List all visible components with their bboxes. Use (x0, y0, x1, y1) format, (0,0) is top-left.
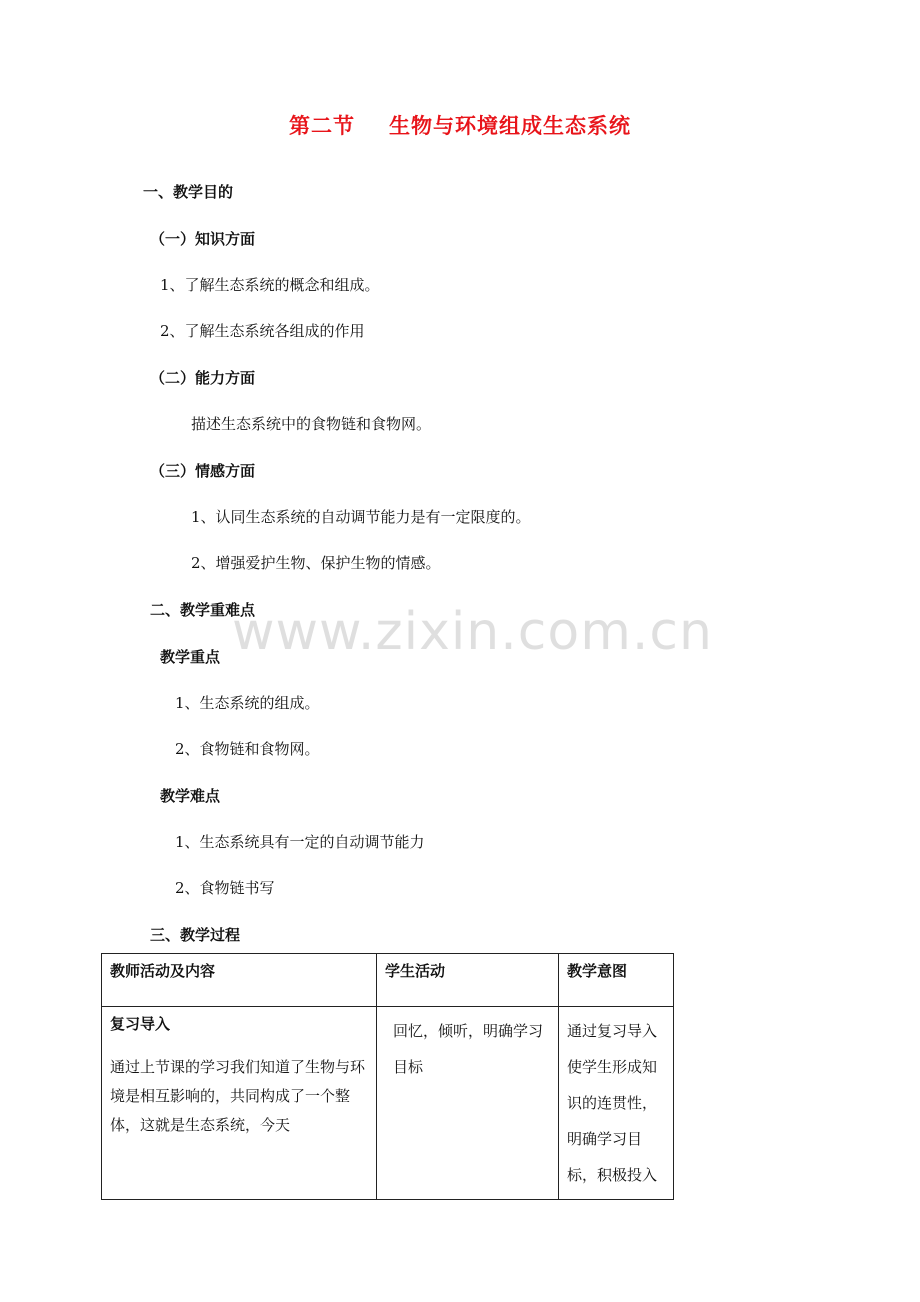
key-point-item: 1、生态系统的组成。 (175, 694, 320, 712)
table-cell-intent (559, 1007, 674, 1200)
header-teacher: 教师活动及内容 (110, 962, 216, 980)
knowledge-heading: （一）知识方面 (150, 230, 256, 248)
table-row (102, 1007, 674, 1200)
emotion-heading: （三）情感方面 (150, 462, 256, 480)
table-header-cell (102, 954, 377, 1007)
key-point-item: 2、食物链和食物网。 (175, 740, 320, 758)
emotion-item: 1、认同生态系统的自动调节能力是有一定限度的。 (191, 508, 531, 526)
table-header-cell (559, 954, 674, 1007)
knowledge-item: 2、了解生态系统各组成的作用 (160, 322, 365, 340)
difficult-point-item: 2、食物链书写 (175, 879, 275, 897)
key-points-heading: 教学重点 (160, 648, 221, 666)
table-header-cell (377, 954, 559, 1007)
table-cell-student (377, 1007, 559, 1200)
section-3-heading: 三、教学过程 (150, 926, 241, 944)
teacher-activity-title: 复习导入 (110, 1015, 171, 1033)
teaching-intent-text: 通过复习导入使学生形成知识的连贯性，明确学习目标，积极投入 (567, 1022, 658, 1184)
table-cell-teacher (102, 1007, 377, 1200)
title-name: 生物与环境组成生态系统 (389, 114, 631, 138)
difficult-points-heading: 教学难点 (160, 787, 221, 805)
watermark: www.zixin.com.cn (232, 602, 713, 662)
section-1-heading: 一、教学目的 (143, 183, 234, 201)
knowledge-item: 1、了解生态系统的概念和组成。 (160, 276, 380, 294)
page-title (0, 110, 920, 140)
ability-text: 描述生态系统中的食物链和食物网。 (191, 415, 432, 433)
ability-heading: （二）能力方面 (150, 369, 256, 387)
student-activity-text: 回忆，倾听，明确学习目标 (393, 1022, 544, 1076)
header-student: 学生活动 (385, 962, 446, 980)
teaching-process-table (101, 953, 674, 1200)
emotion-item: 2、增强爱护生物、保护生物的情感。 (191, 554, 441, 572)
title-section: 第二节 (289, 114, 355, 138)
table-header-row (102, 954, 674, 1007)
teacher-activity-text: 通过上节课的学习我们知道了生物与环境是相互影响的，共同构成了一个整体，这就是生态系统，今天 (110, 1058, 366, 1134)
header-intent: 教学意图 (567, 962, 628, 980)
difficult-point-item: 1、生态系统具有一定的自动调节能力 (175, 833, 425, 851)
section-2-heading: 二、教学重难点 (150, 601, 256, 619)
